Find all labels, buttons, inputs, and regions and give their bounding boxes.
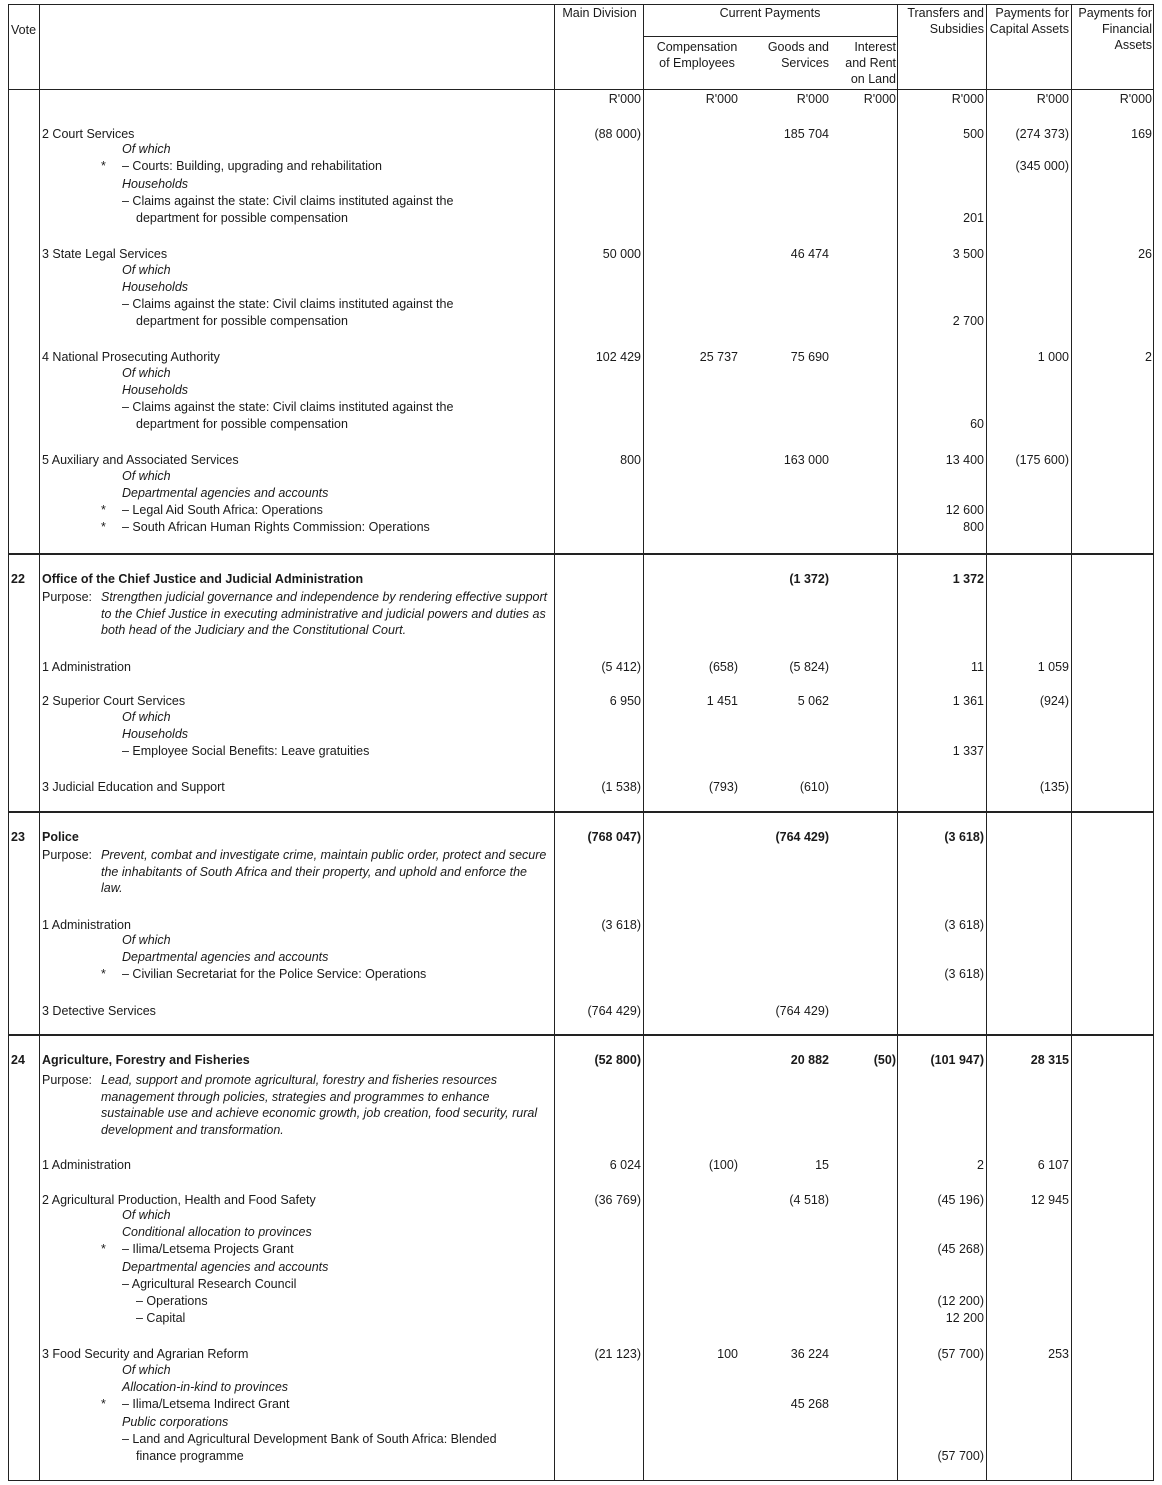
cell-comp: (658)	[708, 660, 738, 674]
header-transfers: Transfers and Subsidies	[907, 6, 984, 36]
unit-capital: R'000	[1036, 92, 1069, 106]
row-label: 1 Administration	[42, 918, 131, 932]
cell-main: 800	[620, 453, 641, 467]
row-label: 5 Auxiliary and Associated Services	[42, 453, 239, 467]
asterisk-marker: *	[101, 1242, 106, 1256]
cell-capital: (924)	[1039, 694, 1069, 708]
row-label: 3 State Legal Services	[42, 247, 168, 261]
row-label: Departmental agencies and accounts	[122, 950, 329, 964]
asterisk-marker: *	[101, 159, 106, 173]
cell-transfers: 12 200	[945, 1311, 984, 1325]
cell-comp: (100)	[708, 1158, 738, 1172]
cell-goods: 46 474	[790, 247, 829, 261]
row-label: – Claims against the state: Civil claims instituted against the	[122, 400, 454, 414]
row-label: – Courts: Building, upgrading and rehabilitation	[122, 159, 382, 173]
row-label: – Agricultural Research Council	[122, 1277, 297, 1291]
header-compensation: Compensation of Employees	[656, 40, 738, 70]
row-label: Of which	[122, 366, 171, 380]
row-label: – Claims against the state: Civil claims instituted against the	[122, 194, 454, 208]
row-label: 1 Administration	[42, 1158, 131, 1172]
cell-financial: 169	[1131, 127, 1152, 141]
row-label: Of which	[122, 469, 171, 483]
cell-transfers: 800	[963, 520, 984, 534]
row-label: Of which	[122, 933, 171, 947]
cell-main: 6 024	[609, 1158, 641, 1172]
row-label: Departmental agencies and accounts	[122, 486, 329, 500]
asterisk-marker: *	[101, 520, 106, 534]
cell-goods: (5 824)	[789, 660, 829, 674]
vote-number: 23	[11, 830, 25, 844]
cell-capital: 253	[1048, 1347, 1069, 1361]
unit-comp: R'000	[705, 92, 738, 106]
asterisk-marker: *	[101, 1397, 106, 1411]
row-label: Of which	[122, 1363, 171, 1377]
cell-main: (3 618)	[601, 918, 641, 932]
purpose-text: Prevent, combat and investigate crime, maintain public order, protect and secure the inhabitants of South Africa and their property, and uphold and enforce the law.	[101, 848, 547, 895]
current-payments-rule	[643, 36, 897, 37]
cell-comp: 25 737	[699, 350, 738, 364]
purpose-label: Purpose:	[42, 590, 93, 604]
row-label: Of which	[122, 1208, 171, 1222]
cell-capital: 1 059	[1037, 660, 1069, 674]
cell-comp: 1 451	[706, 694, 738, 708]
row-label: 2 Agricultural Production, Health and Food Safety	[42, 1193, 316, 1207]
cell-goods: 15	[815, 1158, 829, 1172]
cell-transfers: 2	[977, 1158, 984, 1172]
col-divider	[643, 4, 644, 1481]
header-financial: Payments for Financial Assets	[1078, 6, 1152, 52]
cell-capital: (175 600)	[1015, 453, 1069, 467]
cell-capital: 28 315	[1030, 1053, 1069, 1067]
purpose-text: Lead, support and promote agricultural, forestry and fisheries resources management through policies, strategies and programmes to enhance sustainable use and achieve economic growth, job creation, food security, rural development and transformation.	[101, 1073, 538, 1137]
cell-comp: (793)	[708, 780, 738, 794]
row-label: 3 Food Security and Agrarian Reform	[42, 1347, 249, 1361]
cell-interest: (50)	[873, 1053, 896, 1067]
row-label: 2 Superior Court Services	[42, 694, 186, 708]
cell-capital: (274 373)	[1015, 127, 1069, 141]
row-label: Departmental agencies and accounts	[122, 1260, 329, 1274]
unit-interest: R'000	[863, 92, 896, 106]
cell-financial: 26	[1138, 247, 1152, 261]
unit-goods: R'000	[796, 92, 829, 106]
cell-main: (1 538)	[601, 780, 641, 794]
header-rule	[8, 89, 1154, 90]
cell-financial: 2	[1145, 350, 1152, 364]
cell-goods: 163 000	[783, 453, 829, 467]
cell-transfers: (3 618)	[944, 830, 984, 844]
row-label: Of which	[122, 710, 171, 724]
cell-transfers: (57 700)	[937, 1449, 984, 1463]
row-label: 3 Judicial Education and Support	[42, 780, 225, 794]
cell-capital: (135)	[1039, 780, 1069, 794]
section-rule	[8, 553, 1154, 555]
cell-goods: (764 429)	[775, 1004, 829, 1018]
vote-number: 22	[11, 572, 25, 586]
cell-main: (5 412)	[601, 660, 641, 674]
asterisk-marker: *	[101, 503, 106, 517]
cell-main: (88 000)	[594, 127, 641, 141]
cell-goods: 36 224	[790, 1347, 829, 1361]
cell-capital: 6 107	[1037, 1158, 1069, 1172]
cell-transfers: (12 200)	[937, 1294, 984, 1308]
row-label: Of which	[122, 142, 171, 156]
row-label: – Legal Aid South Africa: Operations	[122, 503, 323, 517]
row-label: Households	[122, 383, 189, 397]
cell-transfers: 1 337	[952, 744, 984, 758]
cell-goods: 75 690	[790, 350, 829, 364]
cell-goods: 185 704	[783, 127, 829, 141]
header-current-payments: Current Payments	[719, 6, 821, 20]
cell-transfers: 11	[971, 660, 984, 674]
cell-comp: 100	[717, 1347, 738, 1361]
row-label: Office of the Chief Justice and Judicial Administration	[42, 572, 364, 586]
cell-capital: 12 945	[1030, 1193, 1069, 1207]
cell-main: (764 429)	[587, 1004, 641, 1018]
col-divider	[39, 4, 40, 1481]
cell-main: (21 123)	[594, 1347, 641, 1361]
unit-financial: R'000	[1119, 92, 1152, 106]
row-label: finance programme	[136, 1449, 244, 1463]
cell-transfers: 13 400	[945, 453, 984, 467]
cell-transfers: (45 196)	[937, 1193, 984, 1207]
row-label: – Claims against the state: Civil claims instituted against the	[122, 297, 454, 311]
cell-goods: (1 372)	[789, 572, 829, 586]
cell-transfers: 60	[970, 417, 984, 431]
cell-goods: (610)	[799, 780, 829, 794]
row-label: 1 Administration	[42, 660, 131, 674]
section-rule	[8, 811, 1154, 813]
col-divider	[554, 4, 555, 1481]
row-label: – Operations	[136, 1294, 208, 1308]
row-label: – Capital	[136, 1311, 186, 1325]
purpose-text: Strengthen judicial governance and independence by rendering effective support to the Chief Justice in executing administrative and judicial powers and duties as both head of the Judiciary and the Constitutional Court.	[101, 590, 548, 637]
row-label: Households	[122, 280, 189, 294]
row-label: – Ilima/Letsema Indirect Grant	[122, 1397, 290, 1411]
header-interest: Interest and Rent on Land	[845, 40, 896, 86]
cell-main: 6 950	[609, 694, 641, 708]
cell-transfers: (57 700)	[937, 1347, 984, 1361]
cell-capital: 1 000	[1037, 350, 1069, 364]
header-main-division: Main Division	[562, 6, 637, 20]
row-label: 2 Court Services	[42, 127, 135, 141]
cell-main: (768 047)	[587, 830, 641, 844]
row-label: Public corporations	[122, 1415, 229, 1429]
row-label: – Employee Social Benefits: Leave gratuities	[122, 744, 370, 758]
row-label: department for possible compensation	[136, 314, 348, 328]
section-rule	[8, 1034, 1154, 1036]
cell-transfers: 3 500	[952, 247, 984, 261]
cell-goods: (764 429)	[775, 830, 829, 844]
cell-main: 50 000	[602, 247, 641, 261]
asterisk-marker: *	[101, 967, 106, 981]
cell-capital: (345 000)	[1015, 159, 1069, 173]
cell-goods: 45 268	[790, 1397, 829, 1411]
row-label: Police	[42, 830, 79, 844]
purpose-label: Purpose:	[42, 1073, 93, 1087]
row-label: Households	[122, 727, 189, 741]
row-label: – South African Human Rights Commission: Operations	[122, 520, 430, 534]
row-label: Conditional allocation to provinces	[122, 1225, 312, 1239]
row-label: – Ilima/Letsema Projects Grant	[122, 1242, 294, 1256]
row-label: Of which	[122, 263, 171, 277]
col-divider	[1071, 4, 1072, 1481]
cell-transfers: 2 700	[952, 314, 984, 328]
header-vote: Vote	[11, 23, 37, 37]
cell-transfers: (101 947)	[930, 1053, 984, 1067]
cell-transfers: (3 618)	[944, 918, 984, 932]
cell-main: 102 429	[595, 350, 641, 364]
row-label: – Land and Agricultural Development Bank of South Africa: Blended	[122, 1432, 497, 1446]
row-label: 4 National Prosecuting Authority	[42, 350, 220, 364]
row-label: department for possible compensation	[136, 417, 348, 431]
row-label: department for possible compensation	[136, 211, 348, 225]
cell-transfers: 500	[963, 127, 984, 141]
cell-transfers: 12 600	[945, 503, 984, 517]
row-label: Agriculture, Forestry and Fisheries	[42, 1053, 250, 1067]
row-label: – Civilian Secretariat for the Police Service: Operations	[122, 967, 427, 981]
cell-goods: 20 882	[790, 1053, 829, 1067]
header-capital: Payments for Capital Assets	[989, 6, 1069, 36]
vote-number: 24	[11, 1053, 25, 1067]
header-goods: Goods and Services	[767, 40, 829, 70]
cell-transfers: (3 618)	[944, 967, 984, 981]
cell-transfers: 201	[963, 211, 984, 225]
cell-main: (36 769)	[594, 1193, 641, 1207]
unit-transfers: R'000	[951, 92, 984, 106]
unit-main: R'000	[608, 92, 641, 106]
cell-transfers: (45 268)	[937, 1242, 984, 1256]
cell-goods: (4 518)	[789, 1193, 829, 1207]
row-label: Households	[122, 177, 189, 191]
cell-transfers: 1 361	[952, 694, 984, 708]
purpose-label: Purpose:	[42, 848, 93, 862]
cell-goods: 5 062	[797, 694, 829, 708]
cell-main: (52 800)	[594, 1053, 641, 1067]
col-divider	[986, 4, 987, 1481]
row-label: 3 Detective Services	[42, 1004, 156, 1018]
row-label: Allocation-in-kind to provinces	[122, 1380, 289, 1394]
cell-transfers: 1 372	[952, 572, 984, 586]
